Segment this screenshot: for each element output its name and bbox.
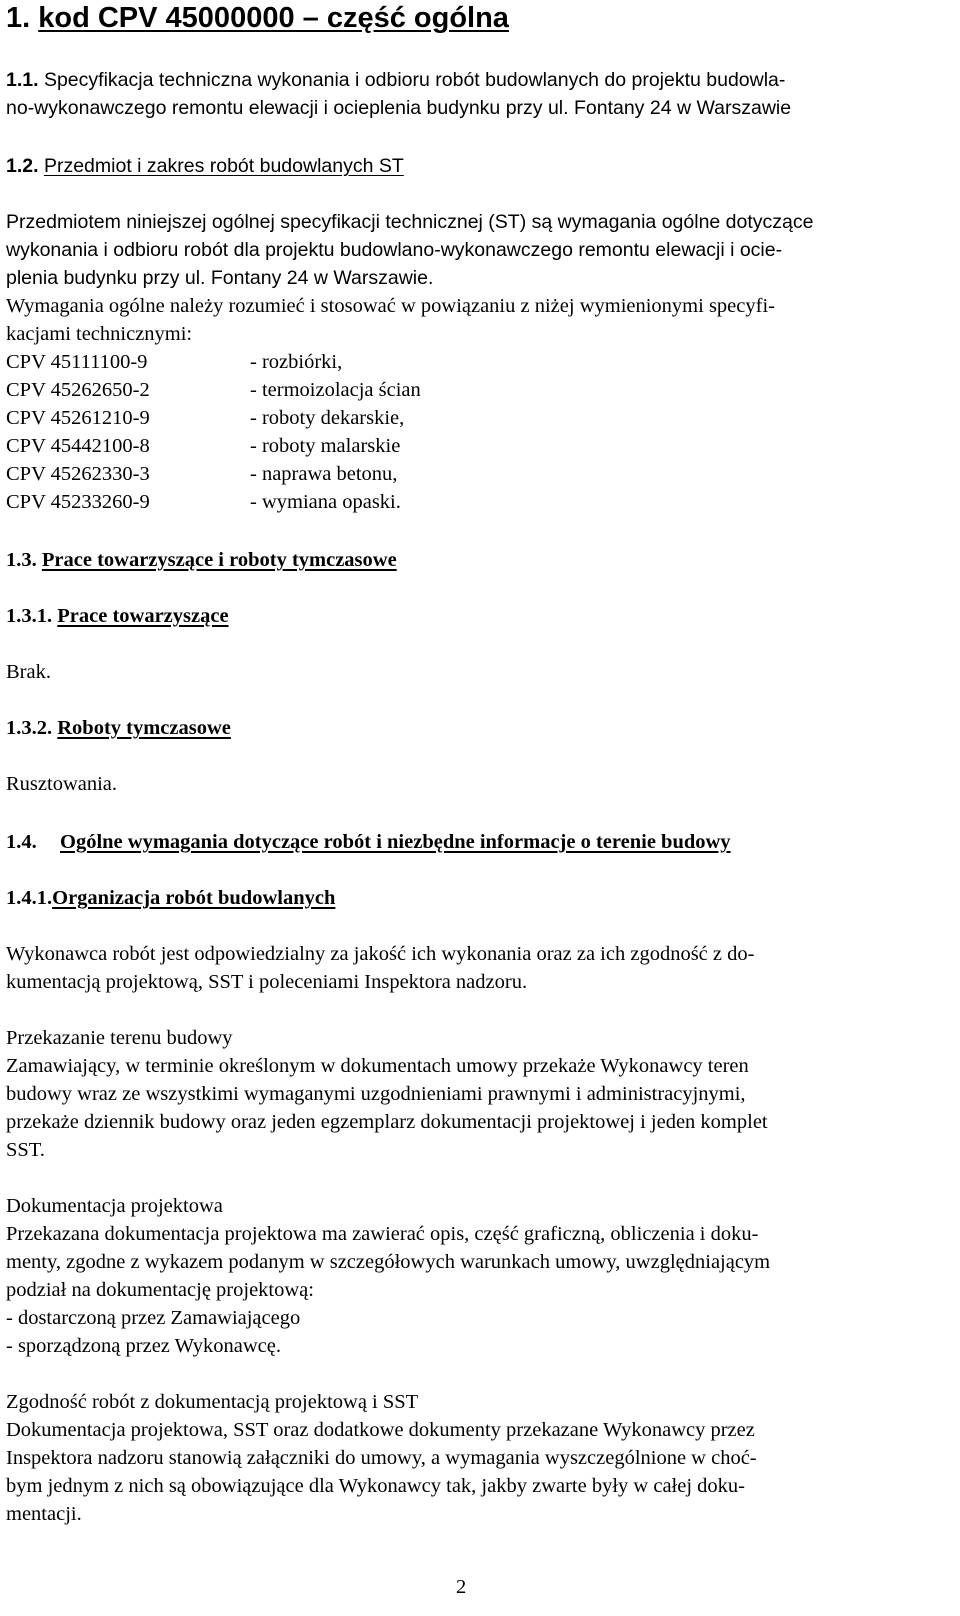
section-1-4-title: Ogólne wymagania dotyczące robót i niezbędne informacje o terenie budowy — [60, 831, 731, 853]
paragraph-line: menty, zgodne z wykazem podanym w szczegółowych warunkach umowy, uwzględniającym — [6, 1251, 771, 1273]
cpv-description: - roboty dekarskie, — [250, 407, 405, 429]
section-1-4-number: 1.4. — [6, 831, 37, 853]
subheading-site-handover: Przekazanie terenu budowy — [6, 1027, 233, 1049]
paragraph-line: Przedmiotem niniejszej ogólnej specyfikacji technicznej (ST) są wymagania ogólne dotyczące — [6, 211, 814, 233]
section-1-1-line-1 — [6, 66, 785, 94]
title-number: 1. — [6, 2, 31, 34]
paragraph-line: wykonania i odbioru robót dla projektu budowlano-wykonawczego remontu elewacji i ocie- — [6, 239, 783, 261]
paragraph-line: kacjami technicznymi: — [6, 323, 193, 345]
paragraph-line: kumentacją projektową, SST i poleceniami Inspektora nadzoru. — [6, 971, 528, 993]
section-1-3-1-title: Prace towarzyszące — [57, 605, 229, 627]
section-1-4-1-number: 1.4.1. — [6, 887, 53, 909]
cpv-code: CPV 45262330-3 — [6, 463, 150, 485]
section-1-3-heading — [6, 546, 397, 574]
section-1-2-title: Przedmiot i zakres robót budowlanych ST — [43, 155, 404, 177]
paragraph-line: plenia budynku przy ul. Fontany 24 w Warszawie. — [6, 267, 434, 289]
paragraph-line: Wymagania ogólne należy rozumieć i stosować w powiązaniu z niżej wymienionymi specyfi- — [6, 295, 775, 317]
cpv-code: CPV 45111100-9 — [6, 351, 148, 373]
cpv-code: CPV 45442100-8 — [6, 435, 150, 457]
section-1-3-1-heading — [6, 602, 229, 630]
section-1-3-title: Prace towarzyszące i roboty tymczasowe — [41, 549, 397, 571]
section-1-4-1-title: Organizacja robót budowlanych — [52, 887, 336, 909]
page-number: 2 — [456, 1576, 467, 1598]
section-1-2-heading — [6, 152, 404, 180]
paragraph-line: Wykonawca robót jest odpowiedzialny za jakość ich wykonania oraz za ich zgodność z do- — [6, 943, 755, 965]
section-1-3-1-body: Brak. — [6, 661, 51, 683]
section-1-1-text-2: no-wykonawczego remontu elewacji i ocieplenia budynku przy ul. Fontany 24 w Warszawie — [6, 97, 792, 119]
paragraph-line: przekaże dziennik budowy oraz jeden egzemplarz dokumentacji projektowej i jeden komplet — [6, 1111, 768, 1133]
section-1-3-1-number: 1.3.1. — [6, 605, 53, 627]
section-1-1-text-1: Specyfikacja techniczna wykonania i odbioru robót budowlanych do projektu budowla- — [43, 69, 786, 91]
cpv-code: CPV 45233260-9 — [6, 491, 150, 513]
cpv-code: CPV 45261210-9 — [6, 407, 150, 429]
cpv-description: - rozbiórki, — [250, 351, 343, 373]
cpv-code: CPV 45262650-2 — [6, 379, 150, 401]
paragraph-line: budowy wraz ze wszystkimi wymaganymi uzgodnieniami prawnymi i administracyjnymi, — [6, 1083, 746, 1105]
paragraph-line: bym jednym z nich są obowiązujące dla Wykonawcy tak, jakby zwarte były w całej doku- — [6, 1475, 745, 1497]
title-text: kod CPV 45000000 – część ogólna — [38, 2, 509, 34]
section-1-2-number: 1.2. — [6, 155, 39, 177]
cpv-description: - wymiana opaski. — [250, 491, 401, 513]
subheading-compliance: Zgodność robót z dokumentacją projektową i SST — [6, 1391, 419, 1413]
section-1-3-2-number: 1.3.2. — [6, 717, 53, 739]
paragraph-line: - dostarczoną przez Zamawiającego — [6, 1307, 301, 1329]
section-1-3-2-heading — [6, 714, 231, 742]
page-title — [6, 0, 509, 36]
section-1-3-2-title: Roboty tymczasowe — [57, 717, 231, 739]
paragraph-line: - sporządzoną przez Wykonawcę. — [6, 1335, 281, 1357]
paragraph-line: Zamawiający, w terminie określonym w dokumentach umowy przekaże Wykonawcy teren — [6, 1055, 749, 1077]
paragraph-line: Inspektora nadzoru stanowią załączniki do umowy, a wymagania wyszczególnione w choć- — [6, 1447, 757, 1469]
section-1-3-2-body: Rusztowania. — [6, 773, 118, 795]
section-1-1-number: 1.1. — [6, 69, 39, 91]
section-1-3-number: 1.3. — [6, 549, 37, 571]
paragraph-line: podział na dokumentację projektową: — [6, 1279, 314, 1301]
section-1-4-1-heading — [6, 884, 335, 912]
cpv-description: - naprawa betonu, — [250, 463, 398, 485]
paragraph-line: Przekazana dokumentacja projektowa ma zawierać opis, część graficzną, obliczenia i doku- — [6, 1223, 759, 1245]
cpv-description: - roboty malarskie — [250, 435, 401, 457]
section-1-4-heading — [6, 828, 731, 856]
paragraph-line: Dokumentacja projektowa, SST oraz dodatkowe dokumenty przekazane Wykonawcy przez — [6, 1419, 755, 1441]
paragraph-line: mentacji. — [6, 1503, 82, 1525]
section-1-1-line-2 — [6, 94, 791, 122]
paragraph-line: SST. — [6, 1139, 45, 1161]
cpv-description: - termoizolacja ścian — [250, 379, 421, 401]
subheading-project-documentation: Dokumentacja projektowa — [6, 1195, 223, 1217]
